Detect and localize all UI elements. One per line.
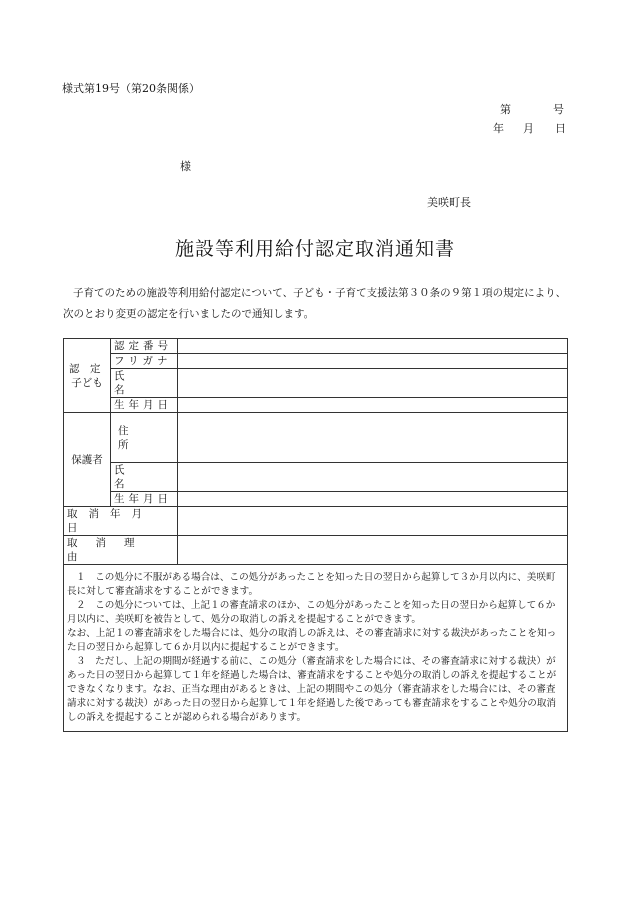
- form-number: 様式第19号（第20条関係）: [62, 82, 200, 95]
- label-cert-number: [111, 339, 178, 354]
- table-row: [64, 507, 568, 536]
- table-row: [64, 339, 568, 354]
- table-row: [64, 413, 568, 463]
- label-address-text: 住所: [118, 424, 161, 451]
- label-child-birthdate: [111, 398, 178, 413]
- label-furigana: [111, 354, 178, 369]
- label-child-name-text: 氏名: [114, 370, 157, 396]
- note-3: ３ ただし、上記の期間が経過する前に、この処分（審査請求をした場合には、その審査請求に対する裁決）があった日の翌日から起算して１年を経過した場合は、審査請求をすることや処分の取消しの訴えを提起することができなくなります。なお、正当な理由があるときは、上記の期間やこの処分（審査請求をした場合には、その審査請求に対する裁決）があった日の翌日から起算して１年を経過した後であっても審査請求をすることや処分の取消しの訴えを提起することが認められる場合があります。: [67, 656, 557, 723]
- value-furigana[interactable]: [178, 354, 568, 369]
- body-paragraph: 子育てのための施設等利用給付認定について、子ども・子育て支援法第３０条の９第１項の規定により、次のとおり変更の認定を行いましたので通知します。: [63, 287, 567, 320]
- note-2-continued: なお、上記１の審査請求をした場合には、処分の取消しの訴えは、その審査請求に対する裁決があったことを知った日の翌日から起算して６か月以内に提起することができます。: [67, 628, 557, 653]
- value-guardian-name[interactable]: [178, 463, 568, 492]
- label-child-birthdate-text: 生年月日: [114, 399, 172, 411]
- label-furigana-text: フリガナ: [114, 355, 172, 367]
- child-group-line2: 子ども: [71, 376, 103, 389]
- value-child-name[interactable]: [178, 369, 568, 398]
- addressee-suffix: 様: [180, 160, 191, 173]
- appeal-notes: [64, 565, 568, 732]
- label-child-name: [111, 369, 178, 398]
- label-cancel-date-text: 取消年月日: [67, 508, 153, 534]
- table-row: [64, 369, 568, 398]
- label-guardian-name-text: 氏名: [114, 464, 157, 490]
- label-cert-number-text: 認定番号: [114, 340, 172, 352]
- table-row: [64, 354, 568, 369]
- table-row: [64, 463, 568, 492]
- value-cancel-reason[interactable]: [178, 536, 568, 565]
- label-address: [111, 413, 178, 463]
- label-guardian-name: [111, 463, 178, 492]
- value-guardian-birthdate[interactable]: [178, 492, 568, 507]
- day-label: 日: [555, 122, 566, 135]
- value-cancel-date[interactable]: [178, 507, 568, 536]
- value-child-birthdate[interactable]: [178, 398, 568, 413]
- label-cancel-reason: [64, 536, 178, 565]
- certification-table: [63, 338, 568, 732]
- table-row: [64, 492, 568, 507]
- date-line: [493, 120, 566, 136]
- value-address[interactable]: [178, 413, 568, 463]
- child-group-line1: 認 定: [69, 362, 101, 375]
- document-number-line: [500, 101, 564, 117]
- table-row: [64, 565, 568, 732]
- guardian-group-label: 保護者: [64, 413, 111, 507]
- value-cert-number[interactable]: [178, 339, 568, 354]
- label-guardian-birthdate-text: 生年月日: [114, 493, 172, 505]
- label-cancel-reason-text: 取消理由: [67, 537, 153, 563]
- month-label: 月: [523, 122, 534, 135]
- note-2: ２ この処分については、上記１の審査請求のほか、この処分があったことを知った日の翌日から起算して６か月以内に、美咲町を被告として、処分の取消しの訴えを提起することができます。: [67, 600, 556, 625]
- number-suffix: 号: [553, 103, 564, 116]
- label-guardian-birthdate: [111, 492, 178, 507]
- number-prefix: 第: [500, 103, 511, 116]
- year-label: 年: [493, 122, 504, 135]
- table-row: [64, 536, 568, 565]
- child-group-label: [64, 339, 111, 413]
- document-title: 施設等利用給付認定取消通知書: [174, 238, 455, 260]
- table-row: [64, 398, 568, 413]
- note-1: １ この処分に不服がある場合は、この処分があったことを知った日の翌日から起算して３か月以内に、美咲町長に対して審査請求をすることができます。: [67, 572, 556, 597]
- issuer-name: 美咲町長: [427, 196, 471, 209]
- label-cancel-date: [64, 507, 178, 536]
